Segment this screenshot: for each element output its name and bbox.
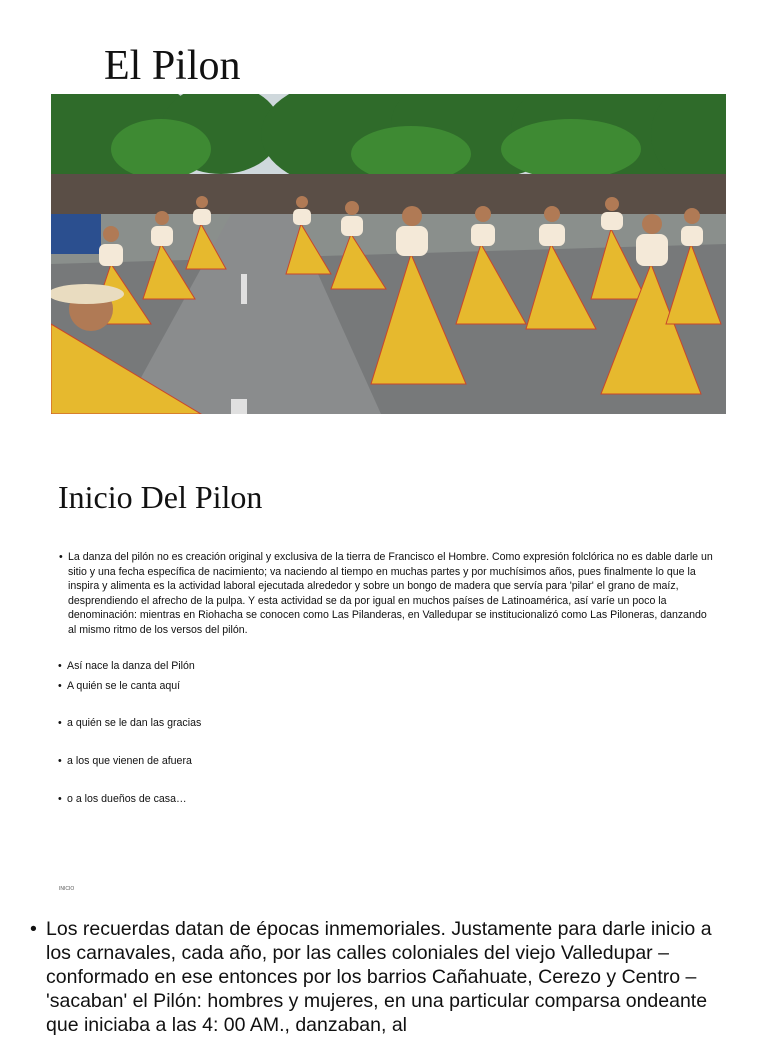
intro-paragraph: • La danza del pilón no es creación original y exclusiva de la tierra de Francisco el Hombre. Como expresión folclórica no es dable darle un sitio y una fecha específica de nacimiento; va naciendo al tiempo en muchas partes y por muchísimos años, pues finalmente lo que la inspira y alimenta es la actividad laboral ejecutada alrededor y sobre un bongo de madera que servía para 'pilar' el grano de maíz, desprendiendo el afrecho de la pulpa. Y esta actividad se da por igual en muchos países de Latinoamérica, así varíe un poco la denominación: mientras en Riohacha se conocen como Las Pilanderas, en Valledupar se institucionalizó como Las Piloneras, danzando al mismo ritmo de los versos del pilón.: [58, 550, 714, 638]
verse-item: • Así nace la danza del Pilón: [58, 660, 195, 672]
slide-title: El Pilon: [104, 43, 241, 89]
bottom-paragraph-list: [30, 917, 730, 1037]
verse-item: • a quién se le dan las gracias: [58, 717, 201, 729]
verse-item: • o a los dueños de casa…: [58, 793, 187, 805]
verse-item: • a los que vienen de afuera: [58, 755, 192, 767]
slide-footnote: INICIO: [59, 886, 75, 892]
bottom-paragraph: • Los recuerdas datan de épocas inmemoriales. Justamente para darle inicio a los carnavales, cada año, por las calles coloniales del viejo Valledupar – conformado en ese entonces por los barrios Cañahuate, Cerezo y Centro – 'sacaban' el Pilón: hombres y mujeres, en una particular comparsa ondeante que iniciaba a las 4: 00 AM., danzaban, al: [30, 917, 730, 1037]
dancers-photo: [51, 94, 726, 414]
section-title: Inicio Del Pilon: [58, 479, 263, 515]
verse-item: • A quién se le canta aquí: [58, 680, 180, 692]
intro-paragraph-list: [58, 550, 714, 638]
